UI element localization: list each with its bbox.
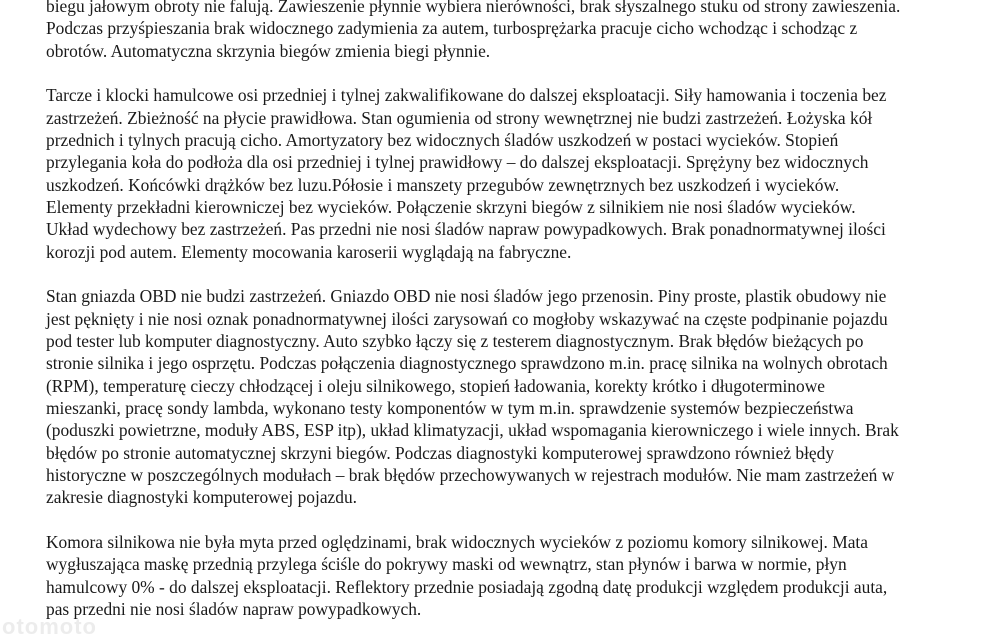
text-line: pod tester lub komputer diagnostyczny. Auto szybko łączy się z testerem diagnostycznym. Brak błędów bieżących po [46,331,864,352]
paragraph-obd-diagnostics [46,285,976,508]
text-line: (RPM), temperaturę cieczy chłodzącej i oleju silnikowego, stopień ładowania, korekty krótko i długoterminowe [46,375,825,396]
text-line: pas przedni nie nosi śladów napraw powypadkowych. [46,598,422,619]
text-line: biegu jałowym obroty nie falują. Zawieszenie płynnie wybiera nierówności, brak słyszalnego stuku od strony zawieszenia. [46,0,901,16]
text-line: hamulcowy 0% - do dalszej eksploatacji. Reflektory przednie posiadają zgodną datę produkcji względem produkcji auta, [46,576,888,597]
text-line: Stan gniazda OBD nie budzi zastrzeżeń. Gniazdo OBD nie nosi śladów jego przenosin. Piny proste, plastik obudowy nie [46,286,887,307]
paragraph-engine-bay [46,531,976,620]
paragraph-brakes-suspension [46,84,976,262]
text-line: Podczas przyśpieszania brak widocznego zadymienia za autem, turbosprężarka pracuje cicho wchodząc i schodząc z [46,18,858,39]
paragraph-engine-driving [46,0,976,62]
text-line: Tarcze i klocki hamulcowe osi przedniej i tylnej zakwalifikowane do dalszej eksploatacji. Siły hamowania i toczenia bez [46,85,887,106]
text-line: korozji pod autem. Elementy mocowania karoserii wyglądają na fabryczne. [46,241,572,262]
text-line: obrotów. Automatyczna skrzynia biegów zmienia biegi płynnie. [46,40,491,61]
document-body [46,0,976,643]
text-line: Elementy przekładni kierowniczej bez wycieków. Połączenie skrzyni biegów z silnikiem nie nosi śladów wycieków. [46,196,856,217]
text-line: przylegania koła do podłoża dla osi przedniej i tylnej prawidłowy – do dalszej eksploatacji. Sprężyny bez widocznych [46,152,869,173]
text-line: historyczne w poszczególnych modułach – brak błędów przechowywanych w rejestrach modułów. Nie mam zastrzeżeń w [46,464,895,485]
text-line: wygłuszająca maskę przednią przylega ściśle do pokrywy maski od wewnątrz, stan płynów i barwa w normie, płyn [46,554,847,575]
text-line: błędów po stronie automatycznej skrzyni biegów. Podczas diagnostyki komputerowej sprawdzono również błędy [46,442,835,463]
text-line: jest pęknięty i nie nosi oznak ponadnormatywnej ilości zarysowań co mogłoby wskazywać na częste podpinanie pojazdu [46,308,888,329]
text-line: (poduszki powietrzne, moduły ABS, ESP itp), układ klimatyzacji, układ wspomagania kierowniczego i wiele innych. Brak [46,420,899,441]
text-line: mieszanki, pracę sondy lambda, wykonano testy komponentów w tym m.in. sprawdzenie systemów bezpieczeństwa [46,397,854,418]
text-line: stronie silnika i jego osprzętu. Podczas połączenia diagnostycznego sprawdzono m.in. pracę silnika na wolnych obrotach [46,353,888,374]
watermark-logo: otomoto [2,614,97,639]
text-line: zastrzeżeń. Zbieżność na płycie prawidłowa. Stan ogumienia od strony wewnętrznej nie budzi zastrzeżeń. Łożyska kół [46,107,873,128]
text-line: uszkodzeń. Końcówki drążków bez luzu.Półosie i manszety przegubów zewnętrznych bez uszkodzeń i wycieków. [46,174,840,195]
text-line: przednich i tylnych pracują cicho. Amortyzatory bez widocznych śladów uszkodzeń w postaci wycieków. Stopień [46,130,839,151]
text-line: zakresie diagnostyki komputerowej pojazdu. [46,487,358,508]
text-line: Układ wydechowy bez zastrzeżeń. Pas przedni nie nosi śladów napraw powypadkowych. Brak ponadnormatywnej ilości [46,219,886,240]
text-line: Komora silnikowa nie była myta przed oględzinami, brak widocznych wycieków z poziomu komory silnikowej. Mata [46,532,868,553]
